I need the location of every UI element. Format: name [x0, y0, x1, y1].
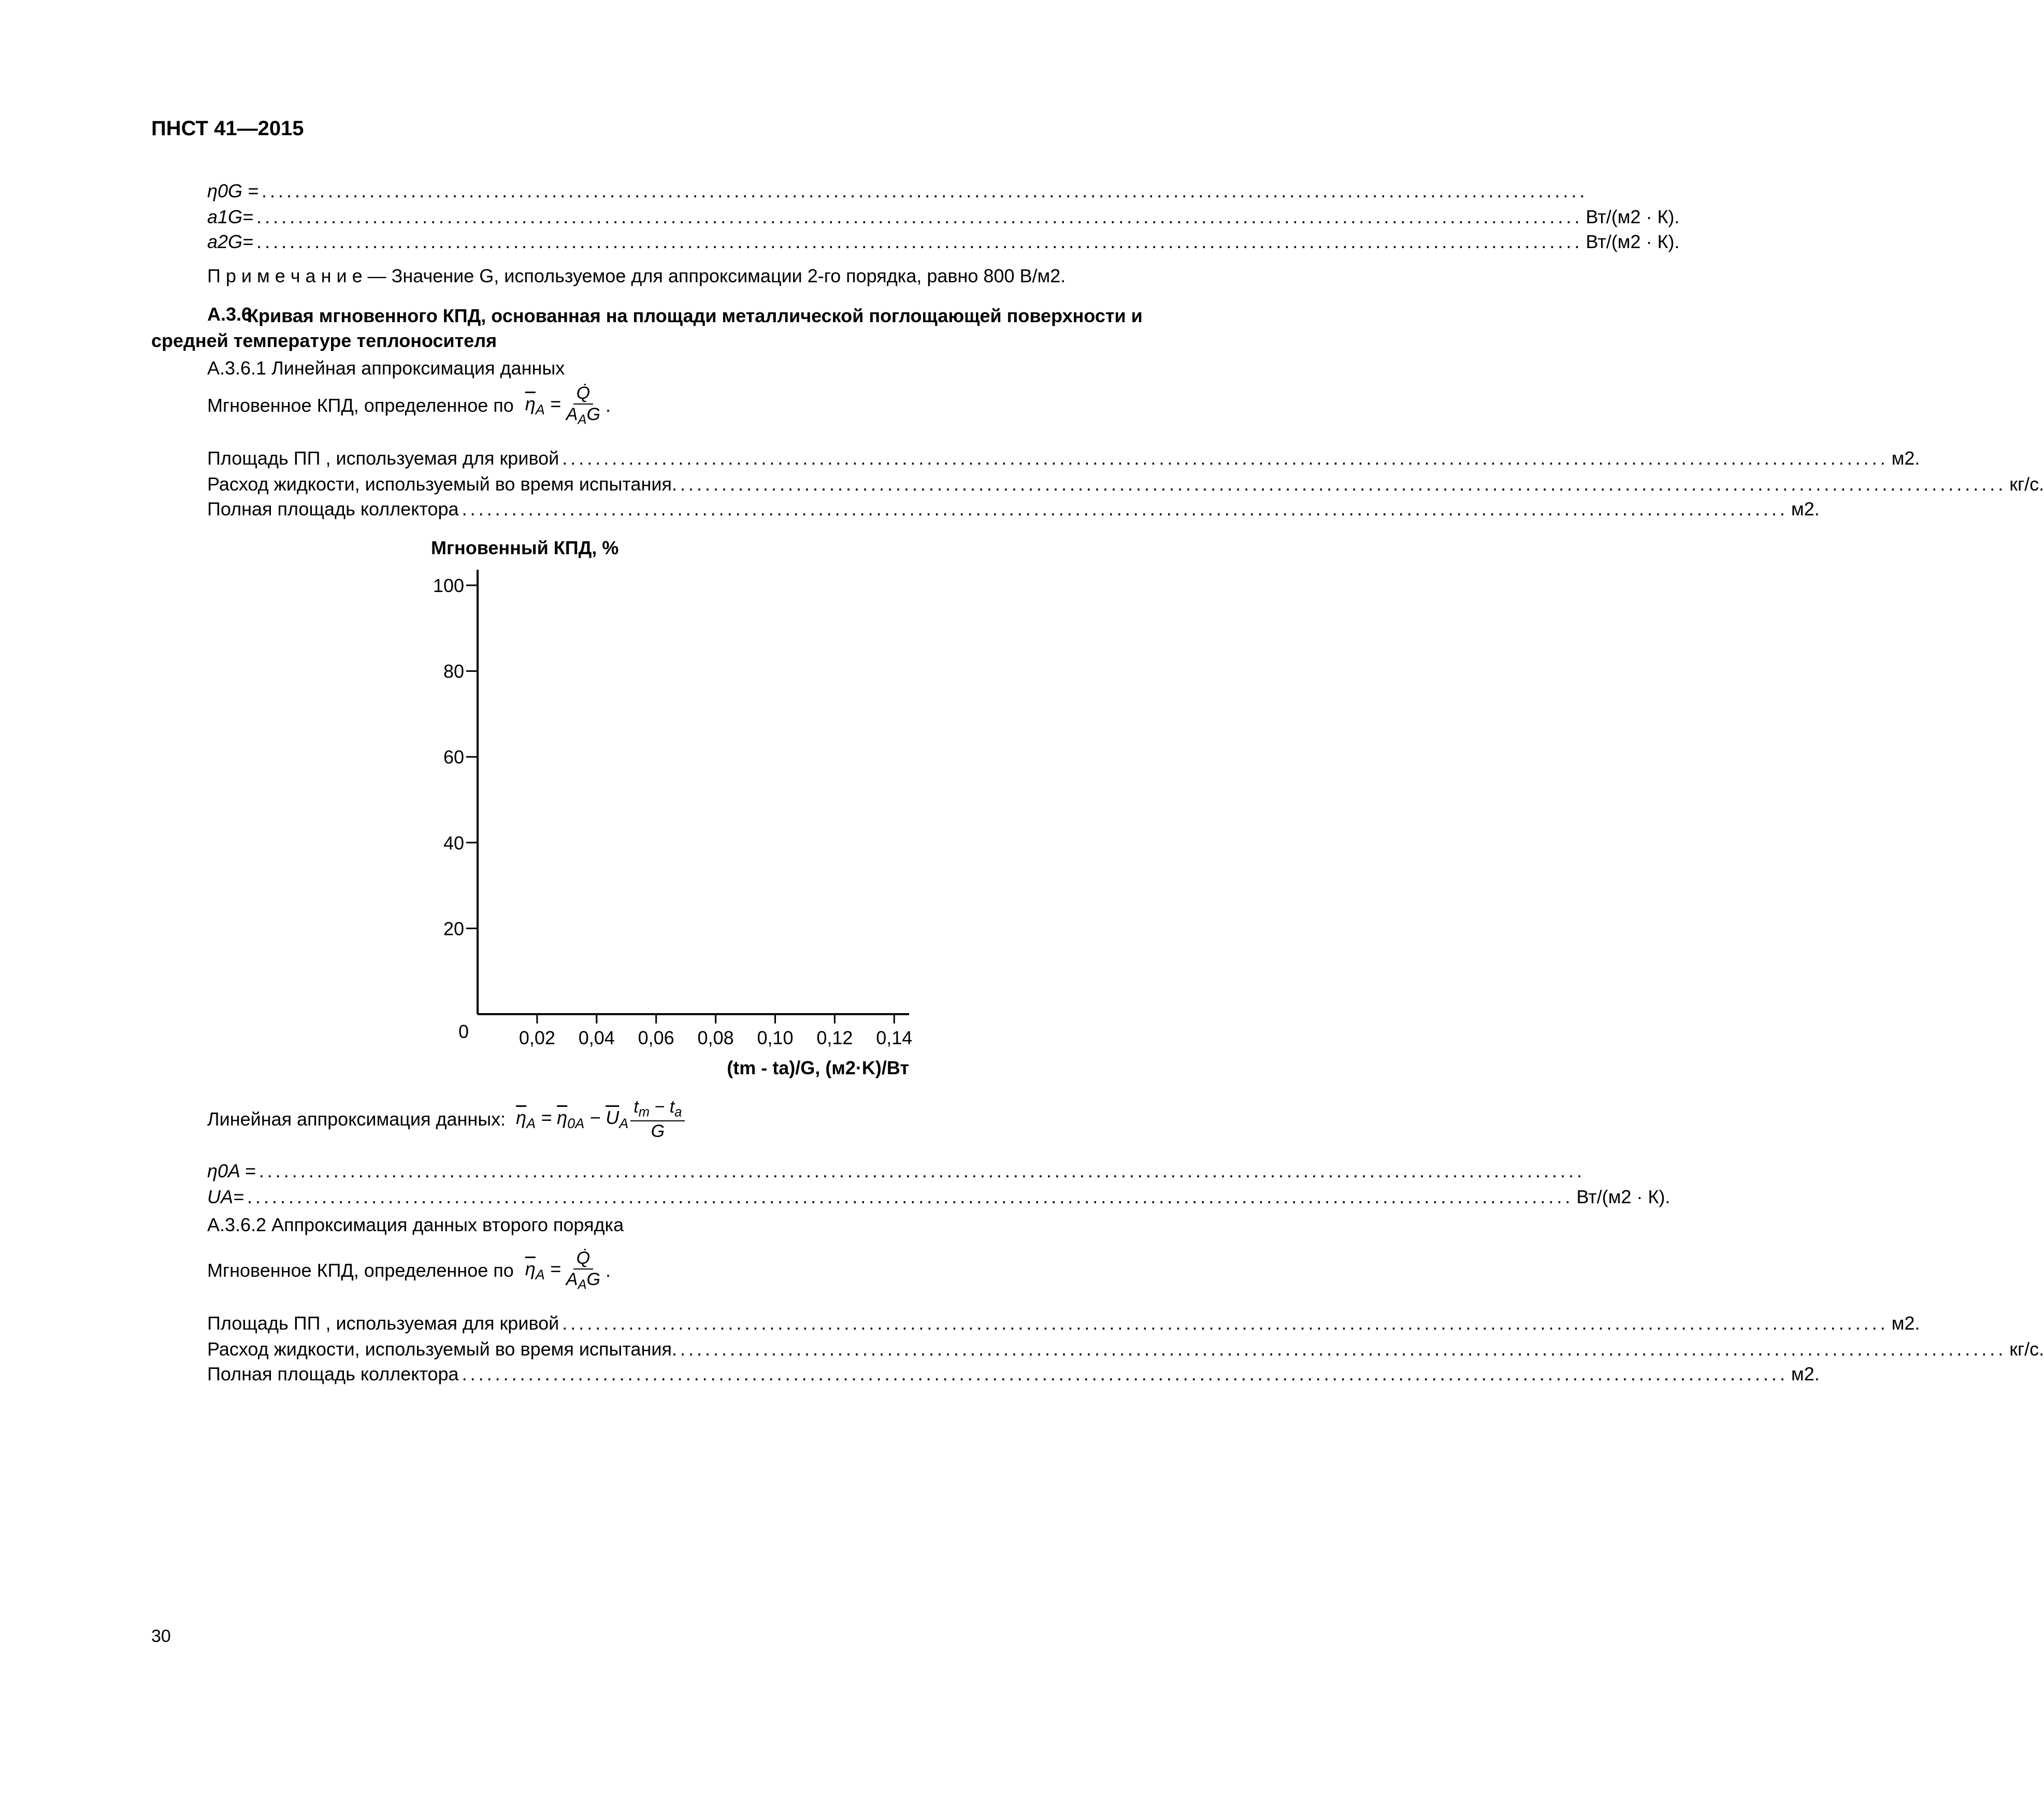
param-eta0g-label: η0G = [207, 180, 259, 201]
sub1-row-total-area: Полная площадь коллектора ................................................................................................................................................................ м2. [207, 498, 1820, 520]
linear-fit-fraction: $\frac{t_m - t_a}{G}$ [630, 1097, 685, 1142]
sub1-row-flow: Расход жидкости, используемый во время испытания. ................................................................................................................................................................ кг/с. [207, 473, 2044, 495]
x-tick-label: 0,08 [697, 1027, 734, 1048]
x-tick-label: 0,02 [519, 1027, 555, 1048]
param-a1g-label: a1G= [207, 206, 254, 227]
param-a1g-line: a1G= ................................................................................................................................................................ Вт/(м2 · К). [207, 206, 1680, 227]
param-a2g-line: a2G= ................................................................................................................................................................ Вт/(м2 · К). [207, 231, 1680, 252]
subsection1-title: А.3.6.1 Линейная аппроксимация данных [207, 357, 565, 379]
y-axis-title: Мгновенный КПД, % [431, 537, 619, 558]
efficiency-fraction-2: $\frac{Q̇}{A_AG}$ [566, 1248, 600, 1292]
y-tick-label: 0 [458, 1021, 469, 1042]
x-tick-label: 0,10 [757, 1027, 794, 1048]
note-text: П р и м е ч а н и е — Значение G, используемое для аппроксимации 2-го порядка, равно 800 В/м2. [207, 265, 1066, 286]
y-tick-label: 60 [443, 746, 464, 768]
param-ua-line: UA= ................................................................................................................................................................ Вт/(м2 · К). [207, 1186, 1671, 1207]
page-header-title: ПНСТ 41—2015 [151, 117, 304, 140]
param-eta0a-line: η0A = ................................................................................................................................................................ [207, 1160, 1586, 1181]
section-title: Кривая мгновенного КПД, основанная на площади металлической поглощающей поверхности и средней температуре теплоносителя [151, 305, 1143, 351]
linear-fit-label: Линейная аппроксимация данных: [207, 1108, 506, 1130]
y-tick-label: 20 [443, 918, 464, 940]
x-tick-label: 0,12 [816, 1027, 853, 1048]
y-tick-label: 100 [433, 575, 464, 596]
param-a2g-label: a2G= [207, 231, 254, 252]
efficiency-label-2: Мгновенное КПД, определенное по [207, 1260, 514, 1281]
sub2-row-area: Площадь ПП , используемая для кривой ................................................................................................................................................................ м2. [207, 1313, 1920, 1334]
efficiency-label-1: Мгновенное КПД, определенное по [207, 395, 514, 416]
param-eta0g-line: η0G = ................................................................................................................................................................ [207, 180, 1588, 201]
y-tick-label: 40 [443, 832, 464, 854]
sub2-row-total-area: Полная площадь коллектора ................................................................................................................................................................ м2. [207, 1363, 1820, 1385]
y-tick-label: 80 [443, 660, 464, 682]
sub2-row-flow: Расход жидкости, используемый во время испытания. ................................................................................................................................................................ кг/с. [207, 1338, 2044, 1360]
page-number: 30 [151, 1626, 171, 1646]
x-axis-title: (tm - ta)/G, (м2·K)/Вт [727, 1057, 909, 1078]
efficiency-formula-1: Мгновенное КПД, определенное по $\overline{\eta}_A$ = $\frac{Q̇}{A_AG}$ . [207, 383, 611, 427]
x-tick-label: 0,06 [638, 1027, 674, 1048]
x-tick-label: 0,14 [876, 1027, 913, 1048]
efficiency-fraction-1: $\frac{Q̇}{A_AG}$ [566, 383, 600, 427]
param-a2g-unit: Вт/(м2 · К). [1586, 231, 1680, 252]
sub1-row-area: Площадь ПП , используемая для кривой ................................................................................................................................................................ м2. [207, 448, 1920, 469]
subsection2-title: А.3.6.2 Аппроксимация данных второго порядка [207, 1214, 624, 1235]
section-number: А.3.6 [207, 304, 252, 325]
x-tick-label: 0,04 [578, 1027, 615, 1048]
efficiency-formula-2: Мгновенное КПД, определенное по $\overline{\eta}_A$ = $\frac{Q̇}{A_AG}$ . [207, 1248, 611, 1292]
linear-fit-formula: Линейная аппроксимация данных: $\overline{\eta}_A = \overline{\eta}_{0A} - \overline{U}_A$ $\frac{t_m - t_a}{G}$ [207, 1097, 687, 1142]
param-a1g-unit: Вт/(м2 · К). [1586, 206, 1680, 227]
